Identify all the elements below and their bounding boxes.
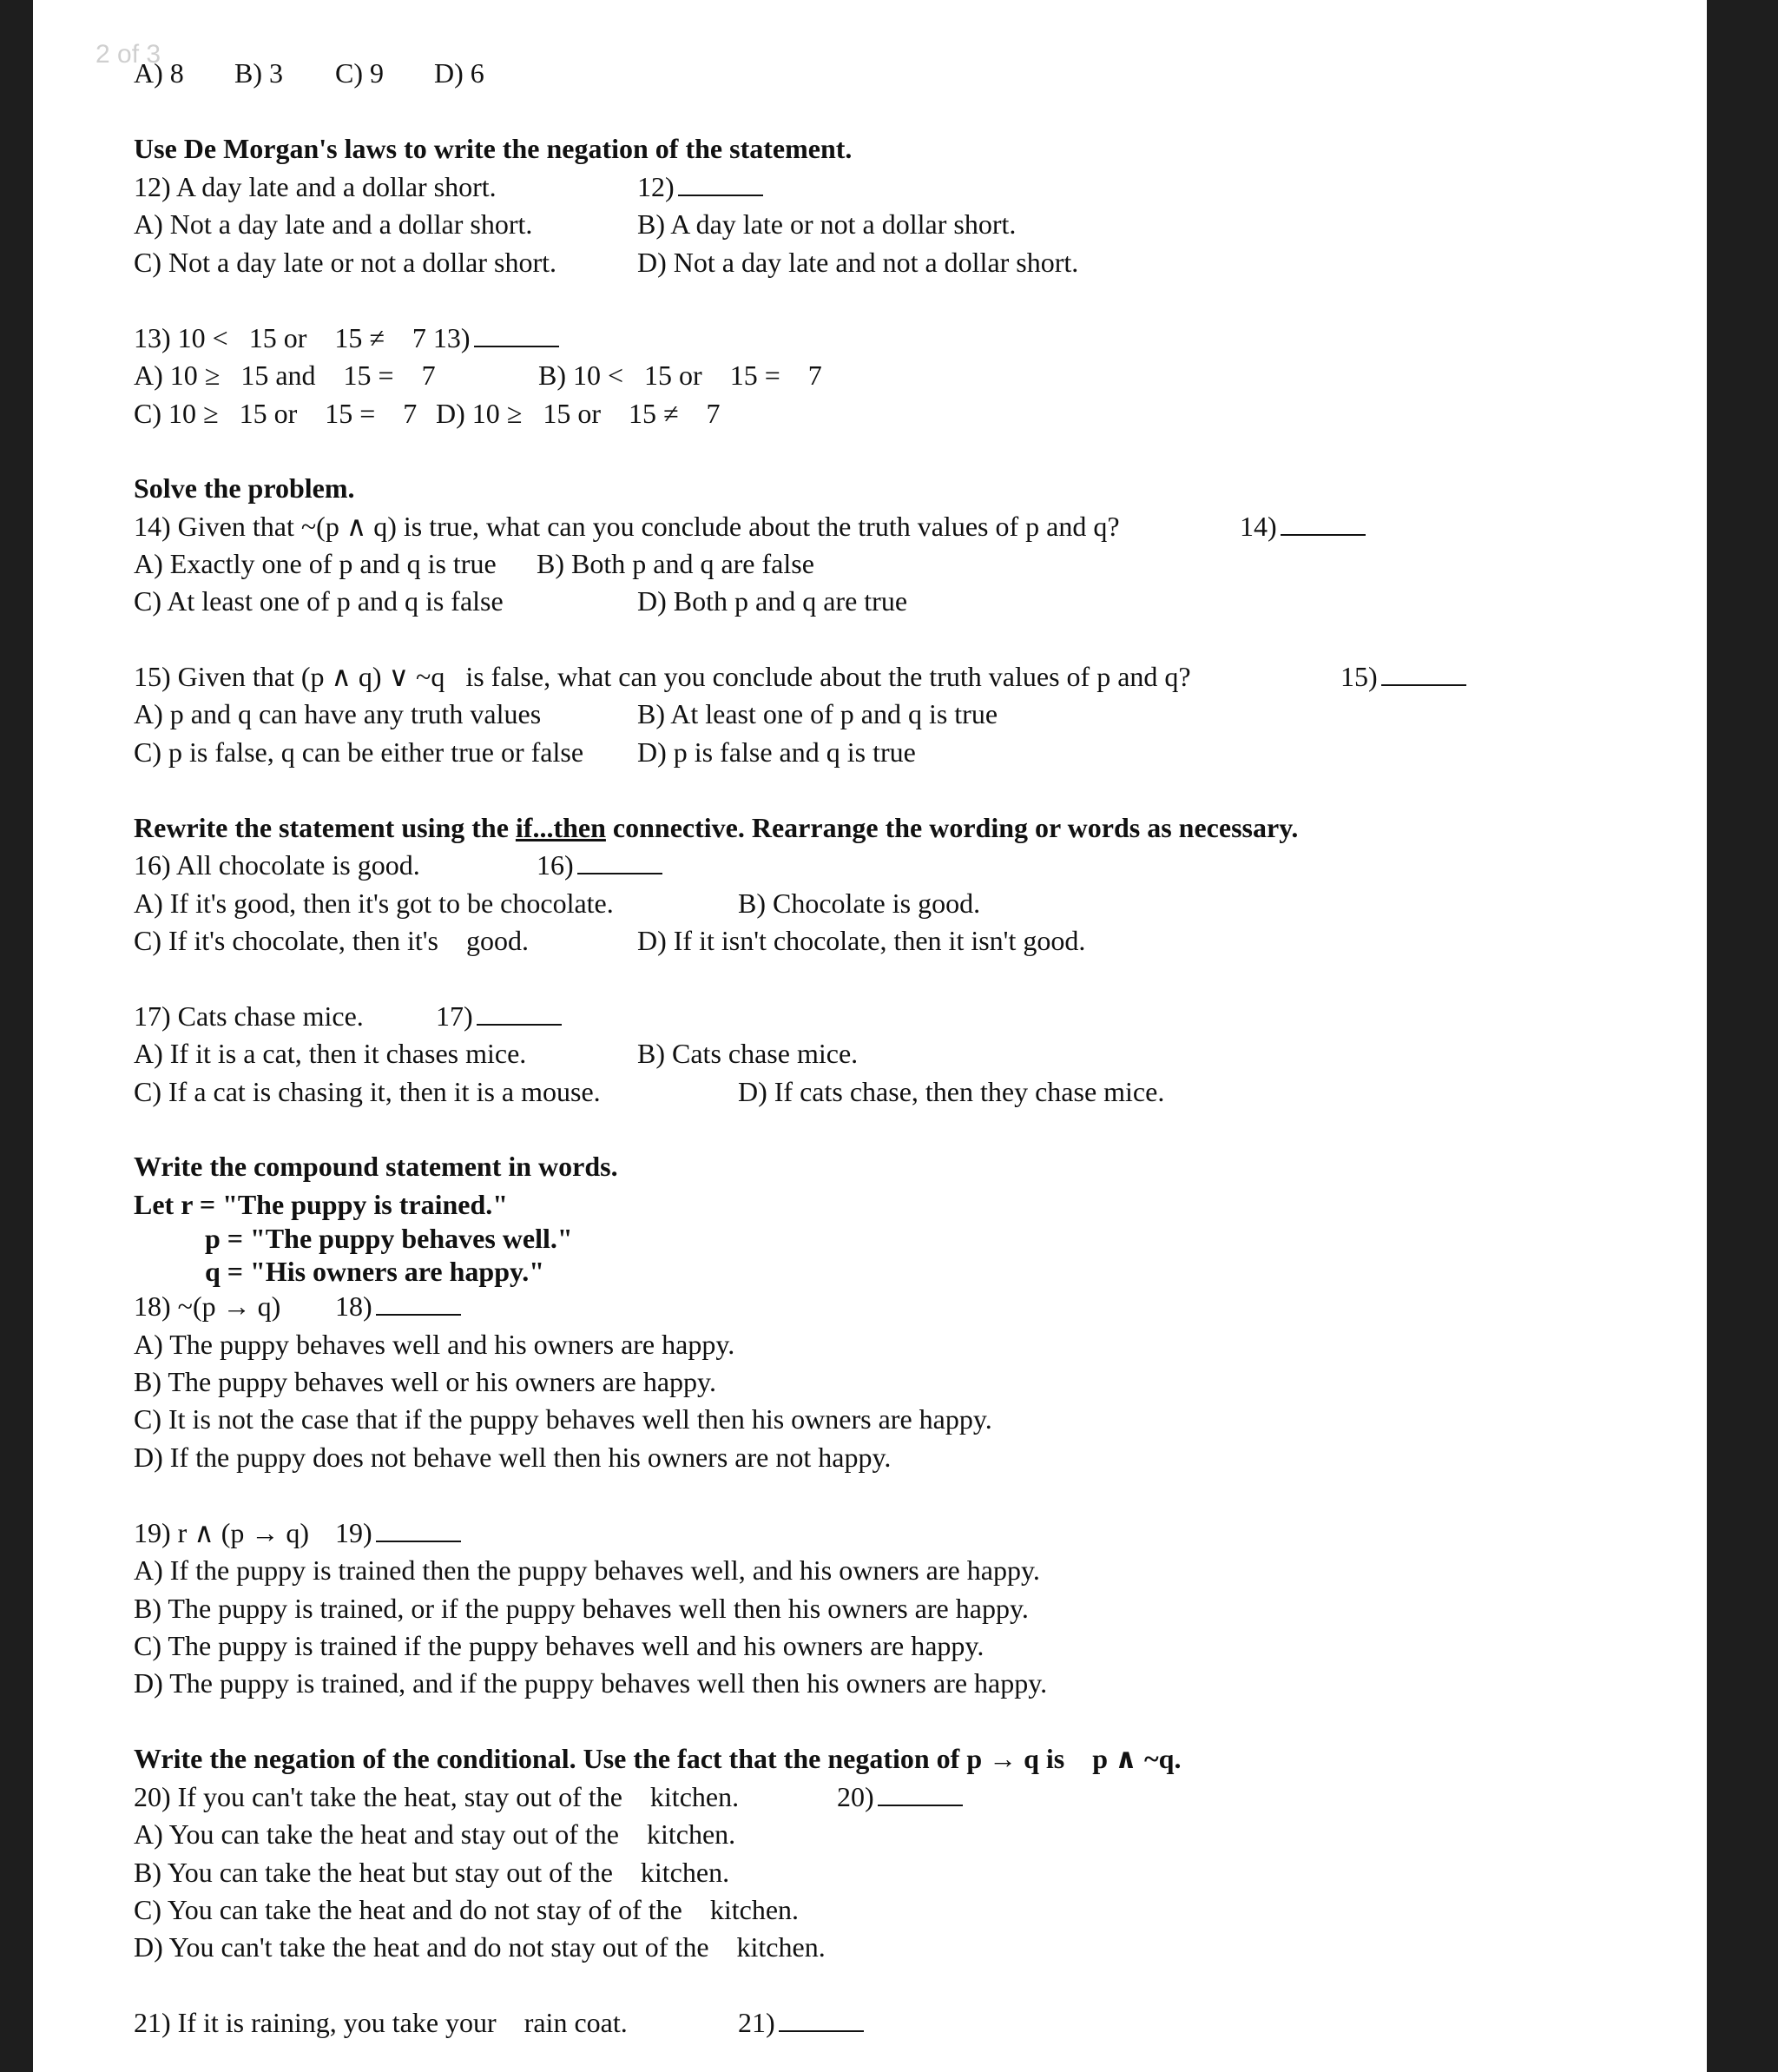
q20-choice-d: D) You can't take the heat and do not stay out of the kitchen.: [134, 1931, 826, 1963]
q20-choice-c: C) You can take the heat and do not stay of of the kitchen.: [134, 1894, 800, 1925]
q14-choice-c: C) At least one of p and q is false: [134, 585, 504, 617]
q15-choice-d: D) p is false and q is true: [637, 736, 916, 768]
q20-answer-blank: [837, 1779, 963, 1814]
ifthen-heading-post: connective. Rearrange the wording or words as necessary.: [605, 812, 1299, 843]
q13-stem-text: 13) 10 < 15 or 15 ≠ 7 13): [134, 322, 471, 353]
q19-choice-c: C) The puppy is trained if the puppy behaves well and his owners are happy.: [134, 1630, 984, 1661]
q20-number: 20): [837, 1781, 874, 1812]
section-heading-ifthen: [134, 810, 1298, 845]
q15-number: 15): [1340, 661, 1378, 692]
q19-number: 19): [335, 1517, 372, 1548]
q19-stem: 19) r ∧ (p → q): [134, 1517, 310, 1548]
q17-choice-d: D) If cats chase, then they chase mice.: [738, 1076, 1165, 1107]
q18-answer-blank: [335, 1289, 461, 1323]
q14-number: 14): [1240, 511, 1277, 542]
q12-stem: 12) A day late and a dollar short.: [134, 171, 497, 202]
q13-choice-b: B) 10 < 15 or 15 = 7: [538, 360, 822, 391]
q17-choice-c: C) If a cat is chasing it, then it is a mouse.: [134, 1076, 601, 1107]
q17-answer-blank: [436, 999, 562, 1033]
q12-number: 12): [637, 171, 675, 202]
q12-choice-c: C) Not a day late or not a dollar short.: [134, 247, 556, 278]
q15-stem: 15) Given that (p ∧ q) ∨ ~q is false, what can you conclude about the truth values of p and q?: [134, 661, 1191, 692]
q21-stem: 21) If it is raining, you take your rain coat.: [134, 2007, 628, 2038]
q14-choice-b: B) Both p and q are false: [537, 548, 814, 579]
q15-answer-blank: [1340, 659, 1466, 694]
document-page: [33, 0, 1707, 2072]
q19-choice-a: A) If the puppy is trained then the puppy behaves well, and his owners are happy.: [134, 1554, 1040, 1586]
page-indicator: 2 of 3: [95, 40, 161, 69]
q18-number: 18): [335, 1290, 372, 1322]
q18-choice-c: C) It is not the case that if the puppy behaves well then his owners are happy.: [134, 1403, 992, 1435]
q21-number: 21): [738, 2007, 775, 2038]
q17-choice-b: B) Cats chase mice.: [637, 1038, 859, 1069]
q13-stem: [134, 320, 559, 355]
q18-stem: 18) ~(p → q): [134, 1290, 281, 1322]
q19-choice-b: B) The puppy is trained, or if the puppy behaves well then his owners are happy.: [134, 1593, 1029, 1624]
q12-choice-d: D) Not a day late and not a dollar short.: [637, 247, 1079, 278]
section-heading-compound: Write the compound statement in words.: [134, 1151, 618, 1182]
q18-choice-a: A) The puppy behaves well and his owners are happy.: [134, 1329, 735, 1360]
q12-choice-a: A) Not a day late and a dollar short.: [134, 208, 533, 240]
q13-choice-d: D) 10 ≥ 15 or 15 ≠ 7: [436, 398, 721, 429]
ifthen-heading-link: if...then: [515, 812, 606, 843]
q19-answer-blank: [335, 1515, 461, 1550]
q18-choice-b: B) The puppy behaves well or his owners are happy.: [134, 1366, 716, 1397]
q16-stem: 16) All chocolate is good.: [134, 849, 420, 881]
q15-choice-c: C) p is false, q can be either true or false: [134, 736, 584, 768]
q20-choice-b: B) You can take the heat but stay out of the kitchen.: [134, 1857, 730, 1888]
section-heading-demorgan: Use De Morgan's laws to write the negation of the statement.: [134, 133, 853, 164]
q17-choice-a: A) If it is a cat, then it chases mice.: [134, 1038, 527, 1069]
q14-answer-blank: [1240, 509, 1366, 544]
section-heading-solve: Solve the problem.: [134, 472, 355, 504]
q11-choice-d: D) 6: [434, 57, 484, 89]
q21-answer-blank: [738, 2005, 864, 2040]
q16-number: 16): [537, 849, 574, 881]
q14-stem: 14) Given that ~(p ∧ q) is true, what can you conclude about the truth values of p and q?: [134, 511, 1120, 542]
section-heading-negation-conditional: Write the negation of the conditional. Use the fact that the negation of p → q is p ∧ ~q.: [134, 1743, 1182, 1774]
q18-choice-d: D) If the puppy does not behave well then his owners are not happy.: [134, 1442, 892, 1473]
q17-stem: 17) Cats chase mice.: [134, 1000, 364, 1032]
q16-choice-d: D) If it isn't chocolate, then it isn't good.: [637, 925, 1086, 956]
q11-choice-a: A) 8: [134, 57, 184, 89]
q15-choice-b: B) At least one of p and q is true: [637, 698, 998, 729]
let-r-definition: Let r = "The puppy is trained.": [134, 1189, 509, 1220]
q13-choice-a: A) 10 ≥ 15 and 15 = 7: [134, 360, 436, 391]
q14-choice-d: D) Both p and q are true: [637, 585, 908, 617]
q11-choice-c: C) 9: [335, 57, 384, 89]
q16-answer-blank: [537, 848, 662, 882]
q16-choice-b: B) Chocolate is good.: [738, 888, 981, 919]
ifthen-heading-pre: Rewrite the statement using the: [134, 812, 516, 843]
let-q-definition: q = "His owners are happy.": [205, 1256, 545, 1287]
q16-choice-c: C) If it's chocolate, then it's good.: [134, 925, 529, 956]
q11-choice-b: B) 3: [234, 57, 283, 89]
q16-choice-a: A) If it's good, then it's got to be chocolate.: [134, 888, 614, 919]
q13-choice-c: C) 10 ≥ 15 or 15 = 7: [134, 398, 418, 429]
q14-choice-a: A) Exactly one of p and q is true: [134, 548, 497, 579]
let-p-definition: p = "The puppy behaves well.": [205, 1223, 573, 1254]
q12-choice-b: B) A day late or not a dollar short.: [637, 208, 1017, 240]
q19-choice-d: D) The puppy is trained, and if the puppy behaves well then his owners are happy.: [134, 1667, 1048, 1699]
q20-choice-a: A) You can take the heat and stay out of the kitchen.: [134, 1818, 736, 1850]
q20-stem: 20) If you can't take the heat, stay out of the kitchen.: [134, 1781, 740, 1812]
q15-choice-a: A) p and q can have any truth values: [134, 698, 542, 729]
q12-answer-blank: [637, 169, 763, 204]
q17-number: 17): [436, 1000, 473, 1032]
